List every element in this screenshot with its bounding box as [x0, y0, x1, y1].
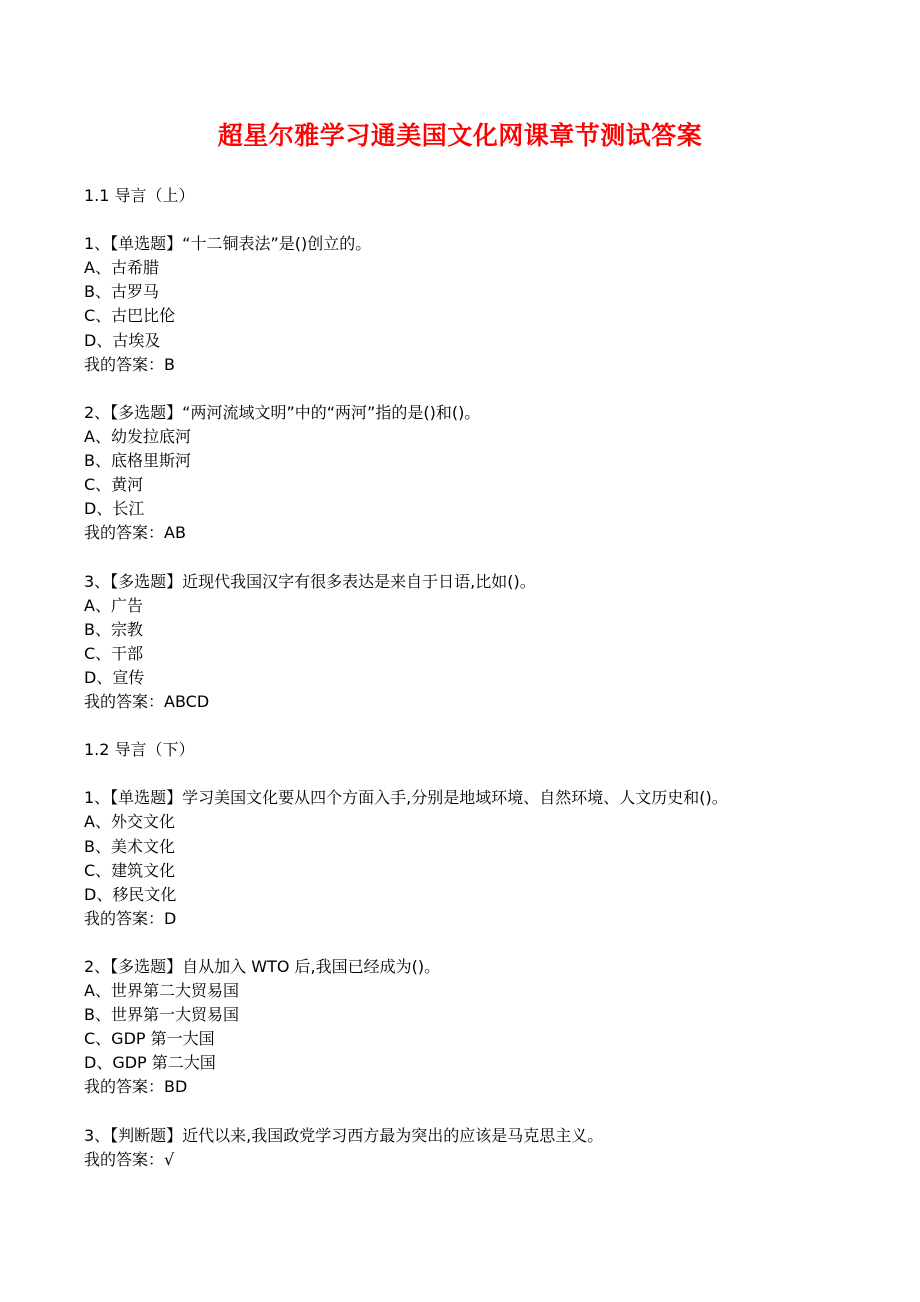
spacer [84, 545, 884, 569]
option-b: B、底格里斯河 [84, 451, 191, 471]
question-block [84, 786, 884, 931]
question-block [84, 570, 884, 715]
question-stem: 2、【多选题】“两河流域文明”中的“两河”指的是()和()。 [84, 402, 481, 422]
spacer [84, 714, 884, 738]
option-a: A、幼发拉底河 [84, 426, 191, 446]
option-b: B、古罗马 [84, 282, 159, 302]
option-b: B、宗教 [84, 619, 143, 639]
document-title: 超星尔雅学习通美国文化网课章节测试答案 [217, 121, 703, 150]
section-heading: 1.1 导言（上） [84, 186, 195, 205]
answer: 我的答案：B [84, 354, 175, 374]
spacer [84, 1100, 884, 1124]
question-block [84, 401, 884, 546]
option-c: C、古巴比伦 [84, 306, 176, 326]
option-d: D、宣传 [84, 667, 145, 687]
question-block [84, 955, 884, 1100]
answer: 我的答案：D [84, 908, 177, 928]
option-d: D、移民文化 [84, 884, 177, 904]
section-heading: 1.2 导言（下） [84, 740, 195, 760]
spacer [84, 931, 884, 955]
option-d: D、GDP 第二大国 [84, 1053, 216, 1073]
question-stem: 1、【单选题】“十二铜表法”是()创立的。 [84, 234, 372, 254]
option-a: A、广告 [84, 595, 143, 615]
option-a: A、外交文化 [84, 812, 175, 832]
answer: 我的答案：ABCD [84, 691, 210, 711]
answer: 我的答案：AB [84, 523, 186, 543]
option-c: C、黄河 [84, 475, 144, 495]
question-stem: 3、【多选题】近现代我国汉字有很多表达是来自于日语,比如()。 [84, 571, 536, 591]
document-body [84, 184, 884, 1172]
option-c: C、干部 [84, 643, 144, 663]
option-c: C、GDP 第一大国 [84, 1029, 215, 1049]
option-a: A、古希腊 [84, 258, 159, 278]
option-d: D、长江 [84, 499, 145, 519]
option-a: A、世界第二大贸易国 [84, 981, 239, 1001]
option-b: B、世界第一大贸易国 [84, 1005, 239, 1025]
spacer [84, 762, 884, 786]
spacer [84, 208, 884, 232]
option-d: D、古埃及 [84, 330, 161, 350]
question-block [84, 1124, 884, 1172]
spacer [84, 377, 884, 401]
question-stem: 2、【多选题】自从加入 WTO 后,我国已经成为()。 [84, 957, 441, 976]
question-stem: 1、【单选题】学习美国文化要从四个方面入手,分别是地域环境、自然环境、人文历史和()。 [84, 788, 728, 808]
question-block [84, 232, 884, 377]
question-stem: 3、【判断题】近代以来,我国政党学习西方最为突出的应该是马克思主义。 [84, 1125, 604, 1145]
option-c: C、建筑文化 [84, 860, 176, 880]
option-b: B、美术文化 [84, 836, 175, 856]
answer: 我的答案：BD [84, 1077, 188, 1097]
answer: 我的答案：√ [84, 1149, 175, 1169]
